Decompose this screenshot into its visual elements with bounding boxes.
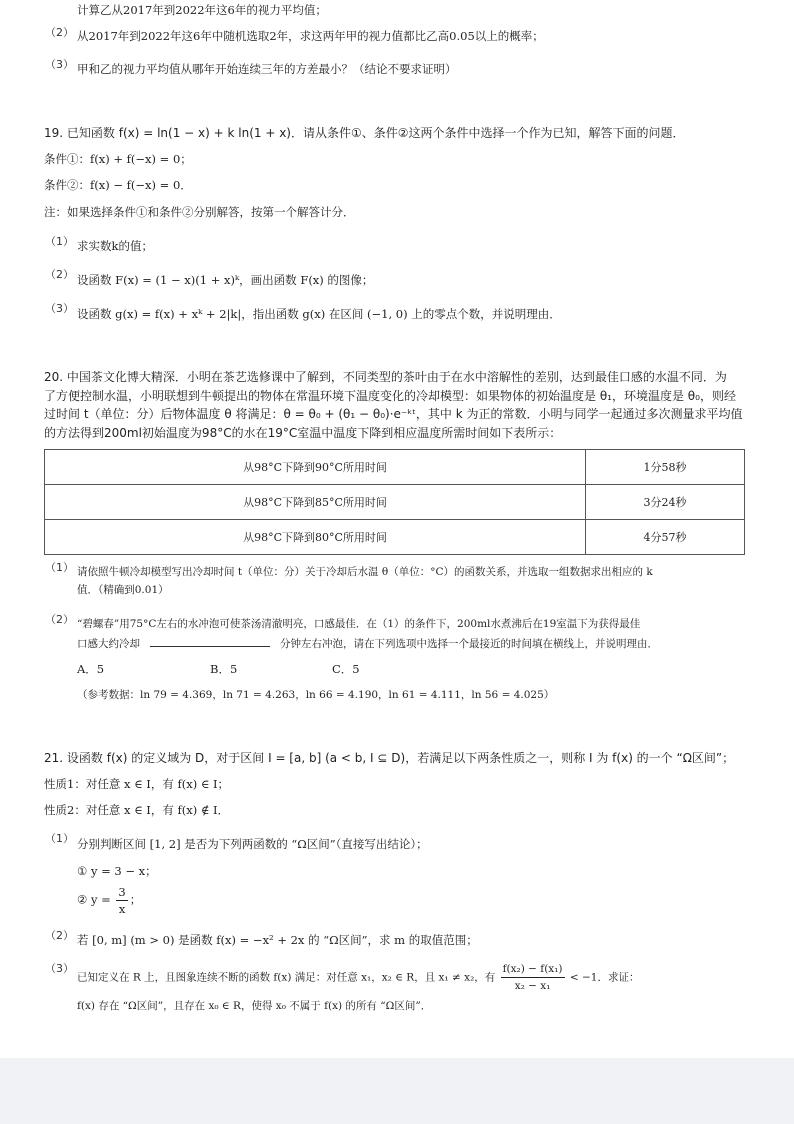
- q21-title: 21. 设函数 f(x) 的定义域为 D，对于区间 I = [a, b] (a < b, I ⊆ D)，若满足以下两条性质之一，则称 I 为 f(x) 的一个 “Ω区间”；: [44, 751, 735, 765]
- fraction: [116, 884, 127, 917]
- q19-condition-1: 条件①：f(x) + f(−x) = 0；: [44, 152, 192, 166]
- q18-part3: 甲和乙的视力平均值从哪年开始连续三年的方差最小？（结论不要求证明）: [77, 62, 457, 76]
- fraction: [501, 961, 565, 994]
- q19-title: 19. 已知函数 f(x) = ln(1 − x) + k ln(1 + x)．请从条件①、条件②这两个条件中选择一个作为已知，解答下面的问题．: [44, 126, 685, 140]
- q20-part1-line-1: 请依照牛顿冷却模型写出冷却时间 t（单位：分）关于冷却后水温 θ（单位：°C）的函数关系，并选取一组数据求出相应的 k: [77, 566, 653, 578]
- q21-function-1: ① y = 3 − x；: [77, 864, 157, 878]
- reference-data: （参考数据：ln 79 = 4.369，ln 71 = 4.263，ln 66 = 4.190，ln 61 = 4.111，ln 56 = 4.025）: [77, 689, 555, 701]
- function-2-suffix: ；: [129, 892, 142, 907]
- q19-condition-2: 条件②：f(x) − f(−x) = 0．: [44, 178, 192, 192]
- q20-part2-number: （2）: [45, 613, 74, 626]
- q20-part2-line-1: “碧螺春”用75°C左右的水冲泡可使茶汤清澈明亮，口感最佳．在（1）的条件下，200ml水煮沸后在19室温下为获得最佳: [77, 618, 641, 630]
- q21-part2: 若 [0, m] (m > 0) 是函数 f(x) = −x² + 2x 的 “Ω区间”，求 m 的取值范围；: [77, 933, 478, 947]
- table-cell: 从98°C下降到85°C所用时间: [45, 485, 586, 520]
- table-cell: 从98°C下降到90°C所用时间: [45, 450, 586, 485]
- q18-line: 计算乙从2017年到2022年这6年的视力平均值；: [77, 3, 327, 17]
- table-cell: 3分24秒: [586, 485, 745, 520]
- q20-line-1: 20. 中国茶文化博大精深．小明在茶艺选修课中了解到，不同类型的茶叶由于在水中溶解性的差别，达到最佳口感的水温不同．为: [44, 370, 727, 384]
- table-row: [45, 520, 745, 555]
- q20-part2-line-2: [77, 634, 658, 652]
- q20-part2-text-a: 口感大约冷却: [77, 638, 140, 650]
- q19-part2: 设函数 F(x) = (1 − x)(1 + x)ᵏ，画出函数 F(x) 的图像；: [77, 273, 374, 287]
- q20-stem: [44, 368, 749, 442]
- q21-function-2: [77, 884, 141, 917]
- fraction-numerator: f(x₂) − f(x₁): [501, 961, 565, 978]
- q21-part3-line-2: f(x) 存在 “Ω区间”，且存在 x₀ ∈ R，使得 x₀ 不属于 f(x) 的所有 “Ω区间”．: [77, 1000, 432, 1012]
- q19-part3-number: （3）: [45, 302, 74, 315]
- fraction-denominator: x₂ − x₁: [514, 980, 551, 992]
- q19-note: 注：如果选择条件①和条件②分别解答，按第一个解答计分．: [44, 205, 355, 219]
- table-row: [45, 450, 745, 485]
- q19-part1-number: （1）: [45, 235, 74, 248]
- q20-part1-line-2: 值．（精确到0.01）: [77, 584, 169, 596]
- fraction-numerator: 3: [118, 885, 126, 899]
- q21-part3-number: （3）: [45, 962, 74, 975]
- table-cell: 4分57秒: [586, 520, 745, 555]
- q19-part2-number: （2）: [45, 268, 74, 281]
- option-c: C．5: [332, 662, 360, 676]
- answer-blank[interactable]: [150, 634, 270, 647]
- q18-part3-number: （3）: [45, 58, 74, 71]
- q21-part3-line-1: [77, 961, 640, 994]
- q21-part3-text-a: 已知定义在 R 上，且图象连续不断的函数 f(x) 满足：对任意 x₁，x₂ ∈ R，且 x₁ ≠ x₂，有: [77, 971, 496, 984]
- table-cell: 1分58秒: [586, 450, 745, 485]
- q21-property-1: 性质1：对任意 x ∈ I，有 f(x) ∈ I；: [44, 777, 230, 791]
- q20-line-4: 的方法得到200ml初始温度为98°C的水在19°C室温中温度下降到相应温度所需时间如下表所示：: [44, 425, 562, 440]
- table-row: [45, 485, 745, 520]
- q21-part2-number: （2）: [45, 929, 74, 942]
- option-b: B．5: [210, 662, 238, 676]
- q21-property-2: 性质2：对任意 x ∈ I，有 f(x) ∉ I．: [44, 803, 230, 817]
- q20-line-2: 了方便控制水温，小明联想到牛顿提出的物体在常温环境下温度变化的冷却模型：如果物体的初始温度是 θ₁，环境温度是 θ₀，则经: [44, 388, 736, 403]
- q19-part3: 设函数 g(x) = f(x) + xᵏ + 2|k|，指出函数 g(x) 在区间 (−1, 0) 上的零点个数，并说明理由．: [77, 307, 561, 321]
- q20-part1-number: （1）: [45, 561, 74, 574]
- q20-part2-text-b: 分钟左右冲泡，请在下列选项中选择一个最接近的时间填在横线上，并说明理由．: [280, 638, 658, 650]
- q18-part2: 从2017年到2022年这6年中随机选取2年，求这两年甲的视力值都比乙高0.05以上的概率；: [77, 29, 544, 43]
- fraction-denominator: x: [118, 902, 126, 916]
- q18-part2-number: （2）: [45, 26, 74, 39]
- q20-line-3: 过时间 t（单位：分）后物体温度 θ 将满足：θ = θ₀ + (θ₁ − θ₀)·e⁻ᵏᵗ，其中 k 为正的常数．小明与同学一起通过多次测量求平均值: [44, 407, 743, 421]
- cooling-time-table: [44, 449, 745, 555]
- q21-part3-text-b: < −1．求证：: [569, 971, 640, 984]
- table-cell: 从98°C下降到80°C所用时间: [45, 520, 586, 555]
- q19-part1: 求实数k的值；: [77, 239, 153, 253]
- function-2-prefix: ② y =: [77, 892, 111, 907]
- q21-part1-number: （1）: [45, 832, 74, 845]
- option-a: A．5: [77, 662, 105, 676]
- q21-part1: 分别判断区间 [1, 2] 是否为下列两函数的 “Ω区间”（直接写出结论）；: [77, 837, 428, 851]
